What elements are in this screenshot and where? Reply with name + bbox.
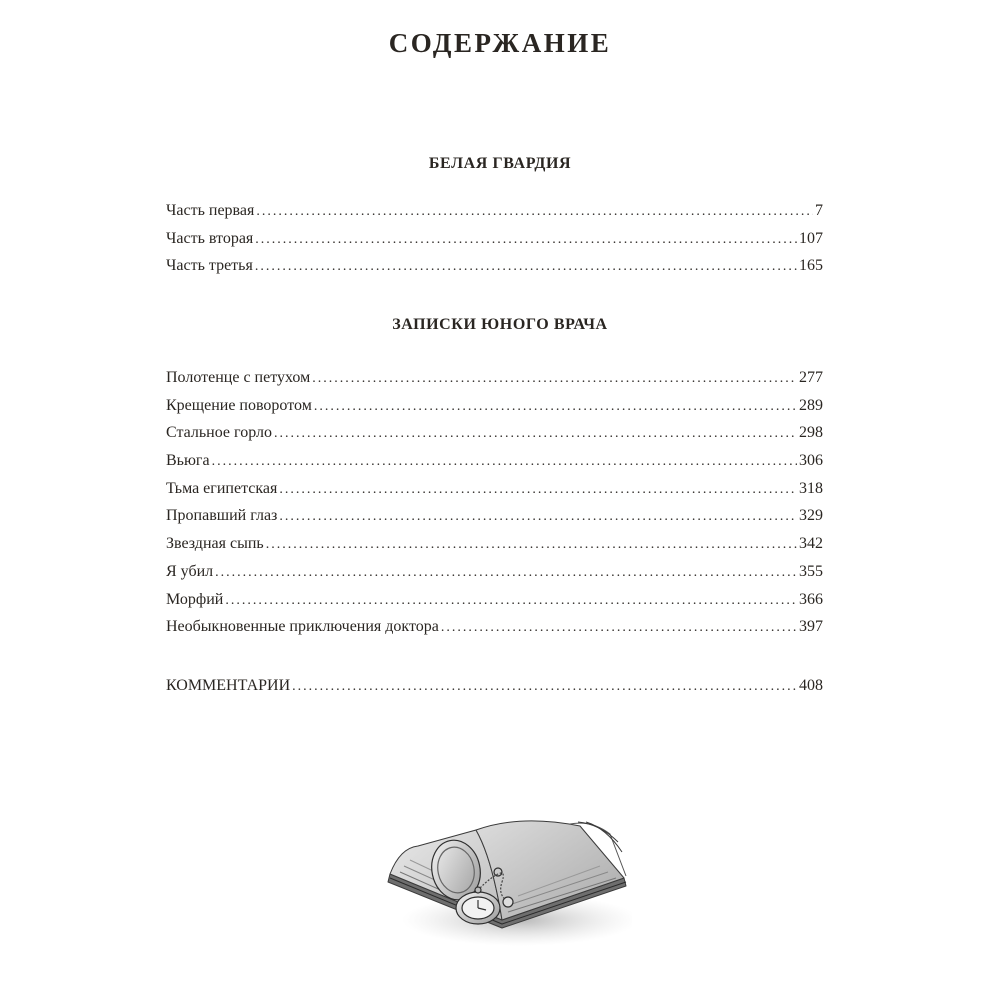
dot-leader	[255, 230, 797, 250]
toc-entry-page: 329	[799, 507, 823, 525]
dot-leader	[279, 480, 797, 500]
toc-list-white-guard	[166, 201, 823, 284]
toc-entry-label: КОММЕНТАРИИ	[166, 677, 291, 694]
toc-entry[interactable]	[166, 423, 823, 451]
toc-entry[interactable]	[166, 617, 823, 645]
toc-entry-page: 318	[799, 479, 823, 497]
toc-entry-label: Морфий	[166, 590, 224, 608]
toc-entry-label: Часть вторая	[166, 229, 254, 247]
toc-entry-page: 298	[799, 424, 823, 442]
toc-entry-label: Вьюга	[166, 452, 210, 470]
toc-entry-comments[interactable]	[166, 676, 823, 704]
toc-entry-label: Часть третья	[166, 257, 253, 275]
toc-entry-page: 408	[799, 677, 823, 694]
toc-entry-page: 289	[799, 396, 823, 414]
dot-leader	[266, 535, 797, 555]
dot-leader	[225, 591, 797, 611]
toc-entry-page: 277	[799, 369, 823, 386]
toc-entry-label: Звездная сыпь	[166, 535, 264, 553]
toc-entry-label: Крещение поворотом	[166, 396, 312, 414]
toc-entry[interactable]	[166, 368, 823, 396]
toc-entry[interactable]	[166, 590, 823, 618]
book-watch-illustration	[380, 808, 632, 948]
dot-leader	[255, 257, 797, 277]
toc-entry[interactable]	[166, 562, 823, 590]
toc-entry-page: 397	[799, 618, 823, 636]
dot-leader	[215, 563, 797, 583]
toc-list-young-doctor	[166, 368, 823, 645]
dot-leader	[441, 618, 797, 638]
toc-entry[interactable]	[166, 451, 823, 479]
toc-list-comments	[166, 676, 823, 704]
toc-entry[interactable]	[166, 534, 823, 562]
toc-entry-label: Пропавший глаз	[166, 507, 278, 525]
toc-entry[interactable]	[166, 256, 823, 284]
dot-leader	[274, 424, 797, 444]
section-title-young-doctor: ЗАПИСКИ ЮНОГО ВРАЧА	[392, 316, 608, 333]
toc-entry-label: Полотенце с петухом	[166, 369, 311, 386]
toc-entry-page: 165	[799, 257, 823, 275]
toc-entry[interactable]	[166, 479, 823, 507]
toc-entry[interactable]	[166, 201, 823, 229]
dot-leader	[312, 369, 797, 389]
toc-entry-page: 366	[799, 590, 823, 608]
dot-leader	[256, 202, 813, 222]
dot-leader	[292, 677, 797, 697]
dot-leader	[279, 507, 797, 527]
toc-entry-page: 306	[799, 452, 823, 470]
dot-leader	[314, 397, 797, 417]
toc-entry-page: 342	[799, 535, 823, 553]
toc-entry-page: 7	[815, 202, 823, 219]
toc-entry-page: 355	[799, 562, 823, 580]
toc-entry-label: Необыкновенные приключения доктора	[166, 618, 439, 636]
toc-entry[interactable]	[166, 396, 823, 424]
toc-entry[interactable]	[166, 506, 823, 534]
toc-entry-label: Тьма египетская	[166, 479, 278, 497]
toc-entry-label: Часть первая	[166, 202, 255, 219]
section-title-white-guard: БЕЛАЯ ГВАРДИЯ	[428, 155, 572, 172]
toc-entry-label: Стальное горло	[166, 424, 272, 442]
page-title: СОДЕРЖАНИЕ	[388, 28, 612, 58]
toc-entry[interactable]	[166, 229, 823, 257]
dot-leader	[212, 452, 797, 472]
toc-entry-label: Я убил	[166, 562, 214, 580]
toc-entry-page: 107	[799, 229, 823, 247]
